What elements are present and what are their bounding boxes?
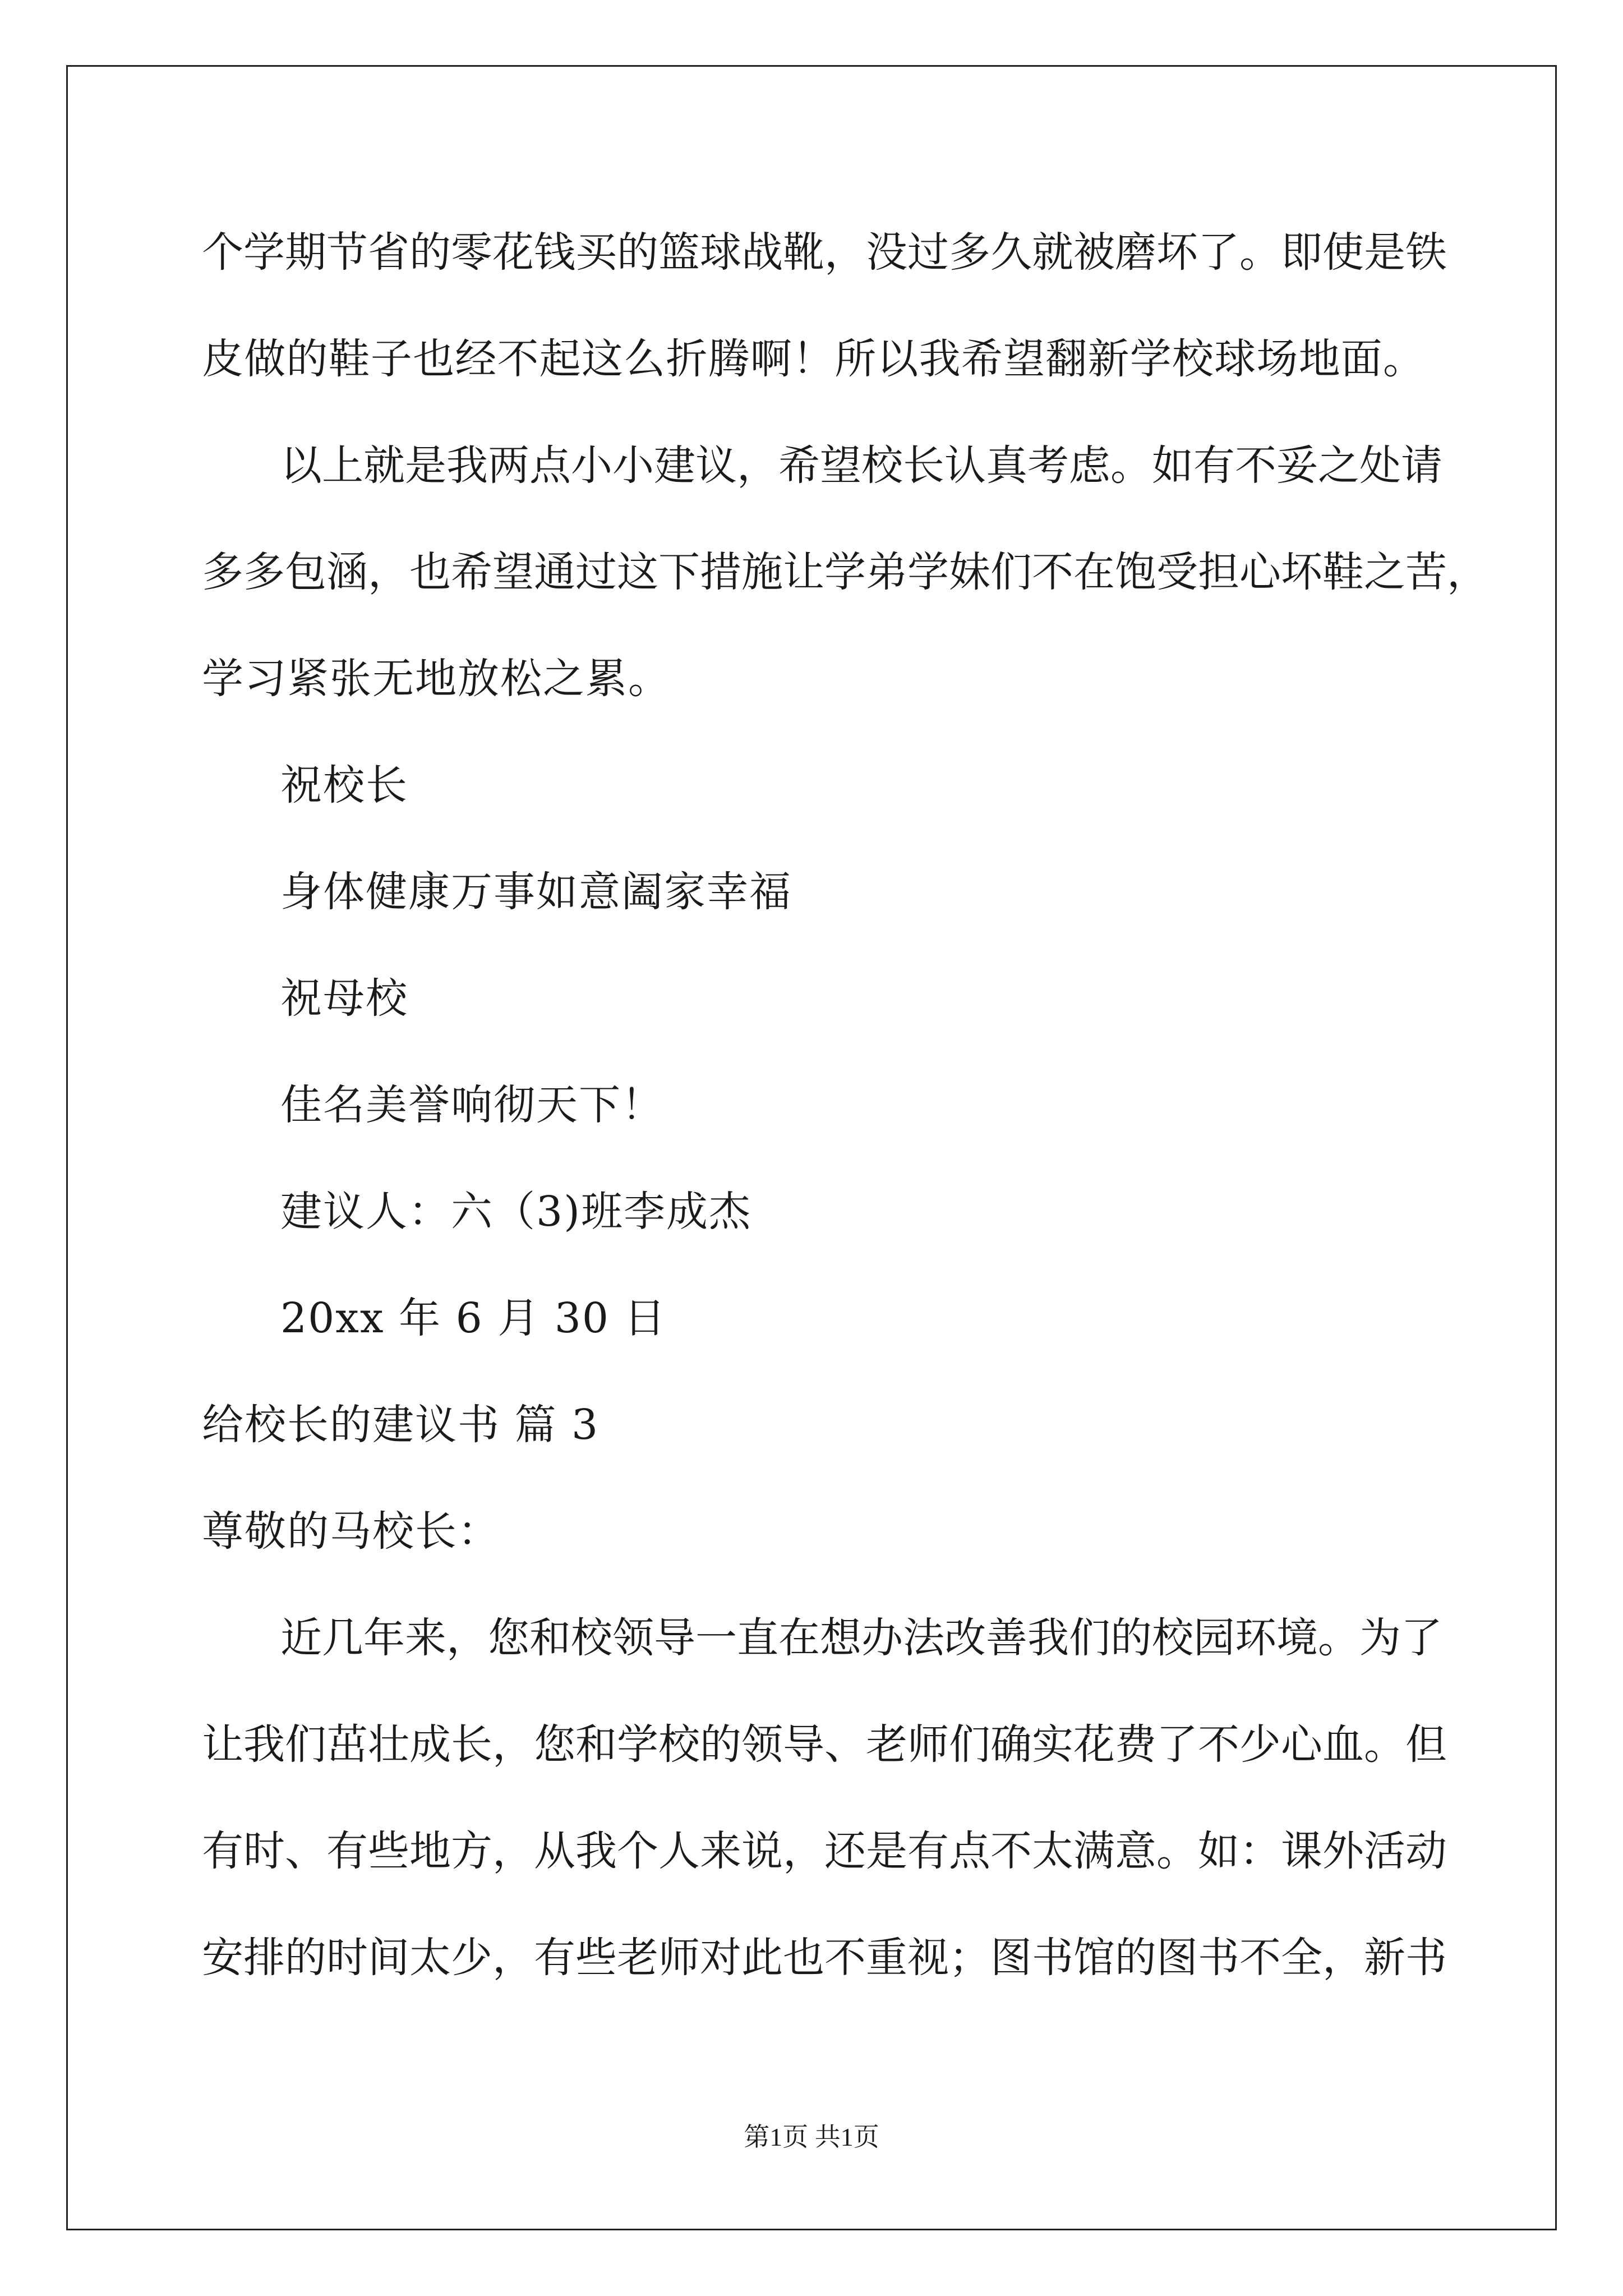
body-line-5: 学习紧张无地放松之累。 (202, 655, 671, 703)
body-line-4: 多多包涵，也希望通过这下措施让学弟学妹们不在饱受担心坏鞋之苦， (202, 548, 1488, 596)
page-border (66, 65, 1557, 2230)
body-line-7: 让我们茁壮成长，您和学校的领导、老师们确实花费了不少心血。但 (202, 1720, 1447, 1769)
wish-school: 佳名美誉响彻天下！ (280, 1081, 664, 1129)
body-line-6: 近几年来，您和校领导一直在想办法改善我们的校园环境。为了 (280, 1614, 1442, 1662)
page-footer: 第1页 共1页 (744, 2123, 879, 2151)
body-line-9: 安排的时间太少，有些老师对此也不重视；图书馆的图书不全，新书 (202, 1934, 1447, 1982)
body-line-2: 皮做的鞋子也经不起这么折腾啊！所以我希望翻新学校球场地面。 (202, 335, 1424, 383)
body-line-8: 有时、有些地方，从我个人来说，还是有点不太满意。如：课外活动 (202, 1827, 1447, 1875)
salutation: 尊敬的马校长： (202, 1507, 500, 1556)
section-heading: 给校长的建议书 篇 3 (202, 1401, 600, 1449)
body-line-3: 以上就是我两点小小建议，希望校长认真考虑。如有不妥之处请 (280, 441, 1442, 490)
wish-principal: 身体健康万事如意阖家幸福 (280, 868, 792, 916)
greeting-school: 祝母校 (280, 974, 408, 1023)
signature: 建议人：六（3)班李成杰 (280, 1188, 751, 1236)
date: 20xx 年 6 月 30 日 (280, 1294, 667, 1342)
body-line-1: 个学期节省的零花钱买的篮球战靴，没过多久就被磨坏了。即使是铁 (202, 228, 1447, 277)
greeting-principal: 祝校长 (280, 761, 408, 809)
